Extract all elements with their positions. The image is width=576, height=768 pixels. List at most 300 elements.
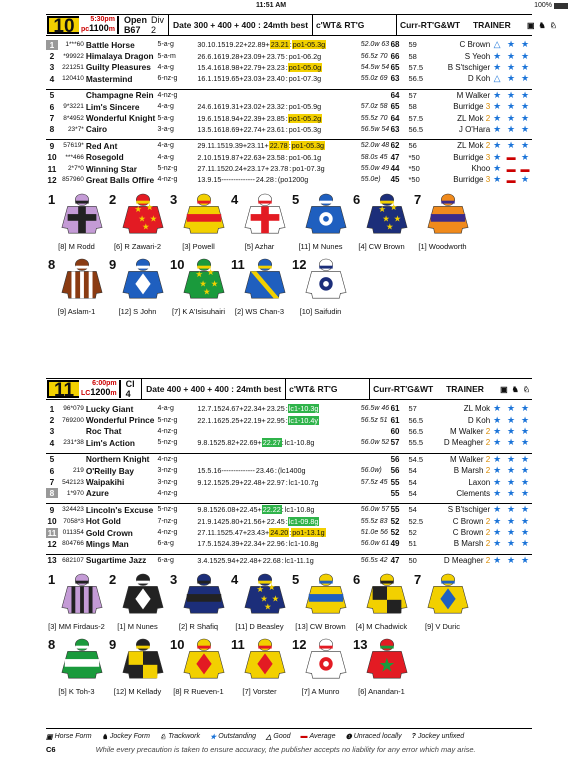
runner-row[interactable] [46, 454, 532, 465]
current-rating: 64 [390, 113, 400, 123]
silk-number: 5 [292, 191, 300, 207]
horse-name[interactable]: Rosegold [85, 152, 124, 163]
current-weight: 58 [408, 102, 417, 112]
horse-form-rating: ★ [493, 453, 502, 464]
recent-form: 804766 [62, 540, 84, 548]
horse-form-rating: ★ [493, 112, 502, 123]
sectional-3: 22.95 [266, 415, 285, 425]
sectional-2: 23.43+ [247, 528, 270, 538]
sectional-times [193, 40, 360, 49]
sectional-3: 22.68 [262, 555, 281, 565]
carried-weight: 56.0w 61 [360, 540, 390, 548]
trainer-badge: 2 [483, 516, 491, 526]
jockey-form-rating: ★ [507, 403, 516, 414]
recent-form: 221251 [62, 63, 84, 71]
sectional-1: 24.39+ [221, 539, 244, 549]
runner-row[interactable] [46, 124, 532, 135]
jockey-silk [107, 572, 168, 631]
svg-text:★: ★ [194, 268, 203, 279]
runner-number: 2 [49, 415, 55, 426]
best-time: po1-05.0g [288, 62, 322, 72]
sectional-times [193, 125, 360, 134]
legend-item [266, 733, 291, 741]
race-time: 5:30pm [90, 16, 115, 23]
recent-form: 2*7*0 [67, 165, 84, 173]
trackwork-rating: ★ [520, 527, 530, 538]
horse-name[interactable]: Winning Star [85, 163, 137, 174]
carried-weight: 56.5z 51 [360, 416, 388, 424]
horse-name[interactable]: O'Reilly Bay [85, 465, 134, 476]
trainer-name: Laxon [468, 477, 491, 487]
runner-row[interactable] [46, 50, 532, 61]
horse-name[interactable]: Waipakihi [85, 477, 125, 488]
sectional-times [193, 153, 360, 162]
horse-form-rating: ★ [493, 425, 502, 436]
trainer-name: C Brown 2 [452, 516, 491, 526]
header-weight-rating: c'WT& RT'G [313, 15, 397, 35]
silk-number: 13 [353, 637, 368, 653]
horse-form-rating: ★ [493, 151, 502, 162]
current-rating: 61 [390, 415, 400, 425]
jockey-label: [9] Aslam-1 [57, 306, 96, 316]
current-rating: 65 [390, 102, 400, 112]
jockey-silk [351, 192, 412, 251]
horse-name[interactable]: Great Balls Offire [85, 174, 155, 185]
jockey-label: [8] M Rodd [58, 241, 95, 251]
jockey-silk [351, 637, 412, 696]
legend-symbol: △ [266, 733, 272, 741]
race-distance [81, 24, 115, 34]
run-date: 17.5.15 [197, 539, 222, 549]
race-time: 6:00pm [92, 380, 117, 387]
run-date: 13.9.15 [197, 175, 222, 185]
jockey-label: [4] CW Brown [358, 241, 405, 251]
jockey-form-rating: ★ [507, 112, 516, 123]
current-weight: 54 [408, 477, 417, 487]
jockey-silk [107, 192, 168, 251]
svg-text:★: ★ [210, 278, 218, 289]
legend [46, 731, 532, 742]
current-weight: 54 [408, 488, 417, 498]
race-number: 10 [49, 18, 79, 32]
sectional-1: 20.24+ [224, 164, 248, 174]
carried-weight: 56.5z 70 [360, 52, 388, 60]
jockey-form-rating: ★ [507, 504, 516, 515]
best-time: lc1-10.8g [288, 539, 319, 549]
colon: : [289, 40, 292, 50]
runner-number: 4 [49, 437, 55, 448]
run-date: 9.8.15 [197, 438, 218, 448]
runner-number: 13 [47, 555, 57, 566]
trackwork-rating: ★ [520, 476, 530, 487]
trainer-badge: 2 [483, 555, 491, 565]
runner-row[interactable] [46, 426, 532, 437]
horse-name[interactable]: Battle Horse [85, 39, 135, 50]
horse-name[interactable]: Azure [85, 488, 109, 499]
horse-name[interactable]: Roc That [85, 426, 122, 437]
trainer-badge: 2 [483, 539, 491, 549]
legend-label: Jockey unfixed [417, 733, 465, 740]
age-sex: 4-nz-g [157, 489, 178, 497]
silks-grid [46, 572, 532, 702]
sectional-2: 22.69+ [239, 438, 262, 448]
svg-text:★: ★ [263, 601, 272, 612]
current-weight: 57 [408, 404, 417, 414]
silk-number: 8 [48, 256, 56, 272]
horse-name[interactable]: Guilty Pleasures [85, 62, 151, 73]
trainer-name: S B'tschiger [447, 505, 491, 515]
sectional-1: 25.29+ [221, 477, 244, 487]
colon: : [289, 164, 292, 174]
trainer-name: Burridge 3 [453, 152, 491, 162]
sectional-1: 25.47+ [224, 528, 248, 538]
race-class: Cl 4 [122, 379, 142, 399]
silk-number: 9 [109, 637, 117, 653]
jockey-label: [1] Woodworth [418, 241, 467, 251]
trainer-badge: 2 [483, 454, 491, 464]
runner-row[interactable] [46, 163, 532, 174]
carried-weight: 57.0z 58 [360, 103, 388, 111]
horse-form-rating: ★ [493, 487, 502, 498]
horse-form-rating: ★ [493, 163, 502, 174]
best-time: po1-07.3g [292, 164, 325, 174]
age-sex: 5-nz-g [157, 439, 178, 447]
status-bar [0, 0, 576, 11]
runner-number: 12 [47, 174, 57, 185]
trainer-name: M Walker 2 [450, 454, 491, 464]
jockey-label: [12] S John [118, 306, 157, 316]
jockey-label: [6] R Zawari-2 [113, 241, 162, 251]
column-headers [169, 15, 559, 35]
horse-form-rating: ★ [493, 403, 502, 414]
sectional-1: -------- [221, 175, 241, 185]
current-rating: 64 [390, 90, 400, 100]
runner-number: 3 [49, 426, 55, 437]
race-class: Open B67 Div 2 [120, 15, 169, 35]
runner-number: 8 [46, 488, 58, 498]
run-date: 21.9.14 [197, 516, 222, 526]
race-number: 11 [49, 382, 79, 396]
current-weight: 56.5 [408, 124, 424, 134]
best-time: po1-05.3g [291, 141, 325, 151]
runner-number: 7 [49, 477, 55, 488]
trackwork-icon: ♘ [549, 20, 557, 30]
legend-item [301, 733, 336, 740]
race-distance [81, 388, 117, 398]
age-sex: 5-nz-g [157, 165, 178, 173]
runner-row[interactable] [46, 62, 532, 73]
trainer-name: Burridge 3 [453, 102, 491, 112]
horse-name[interactable]: Himalaya Dragon [85, 51, 154, 62]
colon: : [285, 102, 288, 112]
carried-weight: 56.0w 57 [360, 506, 390, 514]
horse-name[interactable]: Wonderful Knight [85, 113, 156, 124]
jockey-label: [11] M Nunes [298, 241, 343, 251]
age-sex: 7-nz-g [157, 517, 178, 525]
silk-number: 4 [231, 191, 239, 207]
colon: : [285, 516, 288, 526]
trainer-name: D Koh [467, 415, 491, 425]
sectional-1: 19.65+ [221, 74, 244, 84]
distance-prefix: LC [81, 390, 91, 397]
runner-row[interactable] [46, 516, 532, 527]
trainer-badge: 2 [483, 528, 491, 538]
horse-name[interactable]: Hot Gold [85, 516, 121, 527]
horse-form-rating: ★ [493, 61, 502, 72]
age-sex: 4-a-g [157, 405, 174, 413]
jockey-silk [229, 192, 290, 251]
horse-name[interactable]: Lim's Sincere [85, 101, 140, 112]
runner-row[interactable] [46, 174, 532, 185]
race-header [46, 14, 557, 37]
jockey-silk [290, 192, 351, 251]
recent-form: 7058*3 [63, 517, 84, 525]
colon: : [289, 528, 292, 538]
header-trainer: TRAINER [472, 20, 511, 30]
horse-form-icon: ▣ [526, 20, 535, 30]
colon: : [274, 466, 277, 476]
runner-row[interactable] [46, 555, 532, 566]
trackwork-rating: ★ [520, 504, 530, 515]
current-weight: 52.5 [408, 516, 424, 526]
runner-row[interactable] [46, 488, 532, 499]
runner-number: 9 [49, 140, 55, 151]
runner-row[interactable] [46, 437, 532, 448]
header-weight-rating: c'WT& RT'G [286, 379, 370, 399]
silks-grid [46, 192, 532, 322]
legend-item [412, 733, 465, 740]
trainer-name: M Walker 2 [450, 426, 491, 436]
sectional-3: 23.32 [266, 102, 285, 112]
runner-row[interactable] [46, 101, 532, 112]
runner-number: 3 [49, 62, 55, 73]
horse-name[interactable]: Champagne Rein [85, 90, 154, 101]
age-sex: 4-nz-g [157, 176, 178, 184]
carried-weight: 57.5z 45 [360, 478, 388, 486]
trainer-name: ZL Mok 2 [457, 141, 491, 151]
runner-row[interactable] [46, 538, 532, 549]
jockey-form-rating: ★ [507, 39, 516, 50]
sectional-times [193, 556, 360, 565]
silk-number: 5 [292, 572, 300, 588]
age-sex: 4-nz-g [157, 91, 178, 99]
carried-weight: 56.5w 54 [360, 125, 390, 133]
sectional-1: 18.94+ [221, 113, 244, 123]
runner-row[interactable] [46, 414, 532, 425]
age-sex: 5-nz-g [157, 416, 178, 424]
clock: 11:51 AM [256, 2, 287, 9]
current-rating: 66 [390, 51, 400, 61]
sectional-times [193, 478, 360, 487]
sectional-times [193, 63, 360, 72]
age-sex: 5-a-m [157, 52, 176, 60]
horse-name[interactable]: Lucky Giant [85, 403, 134, 414]
run-date: 2.10.15 [197, 152, 222, 162]
legend-label: Trackwork [168, 733, 200, 740]
current-rating: 55 [390, 477, 400, 487]
sectional-3: 23.21 [270, 40, 289, 50]
horse-name[interactable]: Wonderful Prince [85, 415, 155, 426]
runner-row[interactable] [46, 152, 532, 163]
horse-name[interactable]: Lincoln's Excuse [85, 504, 154, 515]
age-sex: 4-nz-g [157, 455, 178, 463]
jockey-label: [1] M Nunes [117, 622, 158, 632]
trackwork-rating: ★ [520, 123, 530, 134]
recent-form: 120410 [62, 75, 84, 83]
jockey-form-rating: ★ [507, 437, 516, 448]
sectional-2: 23.03+ [243, 74, 266, 84]
runner-row[interactable] [46, 504, 532, 515]
sectional-3: 23.75 [266, 51, 285, 61]
silk-number: 4 [231, 572, 239, 588]
page-code: C6 [46, 745, 56, 754]
sectional-3: 22.97 [266, 477, 285, 487]
sectional-3: 23.46 [255, 466, 274, 476]
current-weight: 52 [408, 528, 417, 538]
trackwork-rating: ★ [520, 174, 530, 185]
sectional-times [193, 52, 360, 61]
colon: : [285, 477, 288, 487]
current-rating: 68 [390, 40, 400, 50]
header-trainer: TRAINER [446, 384, 484, 394]
jockey-silk [46, 572, 107, 631]
jockey-label: [7] K A'Isisuhairi [171, 306, 226, 316]
colon: : [274, 175, 277, 185]
horse-form-rating: ★ [493, 414, 502, 425]
current-weight: 57.5 [408, 62, 424, 72]
sectional-3: 22.22 [262, 505, 281, 515]
horse-form-rating: △ [493, 73, 501, 84]
best-time: (lc1400g [277, 466, 306, 476]
trackwork-rating: ★ [520, 89, 530, 100]
recent-form: 9*3221 [63, 103, 84, 111]
jockey-label: [10] Saifudin [299, 306, 342, 316]
colon: : [285, 152, 288, 162]
trackwork-rating: ★ [520, 425, 530, 436]
sectional-times [193, 528, 360, 537]
current-rating: 56 [390, 466, 400, 476]
jockey-silk [290, 572, 351, 631]
svg-text:★: ★ [381, 213, 390, 224]
header-icons [500, 385, 532, 394]
horse-form-rating: ★ [493, 538, 502, 549]
distance-unit: m [108, 26, 115, 33]
header-sectionals: Date 400 + 400 + 400 : 24mth best [142, 379, 286, 399]
trackwork-icon: ♘ [522, 384, 530, 394]
current-rating: 61 [390, 404, 400, 414]
runner-number: 5 [49, 90, 55, 101]
current-weight: 56.5 [408, 426, 424, 436]
jockey-form-rating: ▬ [506, 163, 516, 174]
horse-name[interactable]: Mings Man [85, 538, 129, 549]
horse-name[interactable]: Lim's Action [85, 437, 135, 448]
carried-weight: 56.0w) [360, 467, 382, 475]
runner-row[interactable] [46, 73, 532, 84]
runner-row[interactable] [46, 403, 532, 414]
sectional-2: 23.09+ [243, 51, 266, 61]
runner-row[interactable] [46, 90, 532, 101]
horse-name[interactable]: Cairo [85, 124, 108, 135]
trackwork-rating: ★ [520, 437, 530, 448]
colon: : [285, 62, 288, 72]
jockey-silk [229, 637, 290, 696]
recent-form: 8*4952 [63, 114, 84, 122]
current-rating: 56 [390, 454, 400, 464]
current-weight: *50 [408, 152, 420, 162]
silk-number: 1 [48, 191, 56, 207]
carried-weight: 52.0w 63 [360, 41, 390, 49]
jockey-label: [7] A Munro [301, 687, 340, 697]
horse-form-rating: ★ [493, 515, 502, 526]
runner-row[interactable] [46, 465, 532, 476]
jockey-silk [46, 637, 107, 696]
current-weight: *50 [408, 175, 420, 185]
trackwork-rating: ★ [520, 487, 530, 498]
run-date: 9.8.15 [197, 505, 218, 515]
current-rating: 62 [390, 141, 400, 151]
sectional-times [193, 74, 360, 83]
recent-form: 682107 [62, 556, 84, 564]
current-weight: 58 [408, 51, 417, 61]
runner-row[interactable] [46, 39, 532, 50]
silk-number: 3 [170, 191, 178, 207]
silk-number: 11 [231, 256, 245, 272]
svg-text:★: ★ [377, 203, 386, 214]
jockey-form-rating: ★ [507, 89, 516, 100]
recent-form: 231*38 [63, 439, 84, 447]
svg-text:★: ★ [141, 221, 150, 232]
carried-weight: 51.0e 56 [360, 529, 388, 537]
horse-name[interactable]: Gold Crown [85, 527, 133, 538]
recent-form: 23*7* [67, 125, 84, 133]
horse-name[interactable]: Sugartime Jazz [85, 555, 147, 566]
horse-name[interactable]: Red Ant [85, 140, 118, 151]
recent-form: 011354 [62, 529, 84, 537]
sectional-2: ------ [240, 466, 255, 476]
run-date: 12.7.15 [197, 404, 222, 414]
runner-row[interactable] [46, 140, 532, 151]
age-sex: 6-nz-g [157, 75, 178, 83]
current-weight: 57.5 [408, 113, 424, 123]
current-rating: 52 [390, 528, 400, 538]
colon: : [281, 505, 284, 515]
runner-row[interactable] [46, 112, 532, 123]
runner-row[interactable] [46, 527, 532, 538]
svg-text:★: ★ [267, 582, 276, 593]
sectional-times [193, 517, 360, 526]
age-sex: 4-a-g [157, 63, 174, 71]
trainer-name: C Brown 2 [452, 528, 491, 538]
recent-form: 96*079 [63, 405, 84, 413]
trackwork-rating: ★ [520, 554, 530, 565]
horse-name[interactable]: Mastermind [85, 73, 133, 84]
current-rating: 55 [390, 488, 400, 498]
jockey-silk [412, 192, 473, 251]
runner-row[interactable] [46, 476, 532, 487]
jockey-form-rating: ★ [507, 476, 516, 487]
sectional-3: 23.25 [266, 404, 285, 414]
sectional-2: 23.17+ [247, 164, 270, 174]
sectional-2: 22.48+ [243, 477, 266, 487]
legend-label: Average [309, 733, 336, 740]
age-sex: 4-a-g [157, 142, 174, 150]
trackwork-rating: ★ [520, 151, 530, 162]
trainer-badge: 3 [483, 102, 491, 112]
horse-name[interactable]: Northern Knight [85, 454, 150, 465]
recent-form: ***466 [65, 153, 84, 161]
carried-weight: 55.5z 83 [360, 517, 388, 525]
race-division: Div 2 [150, 15, 164, 35]
